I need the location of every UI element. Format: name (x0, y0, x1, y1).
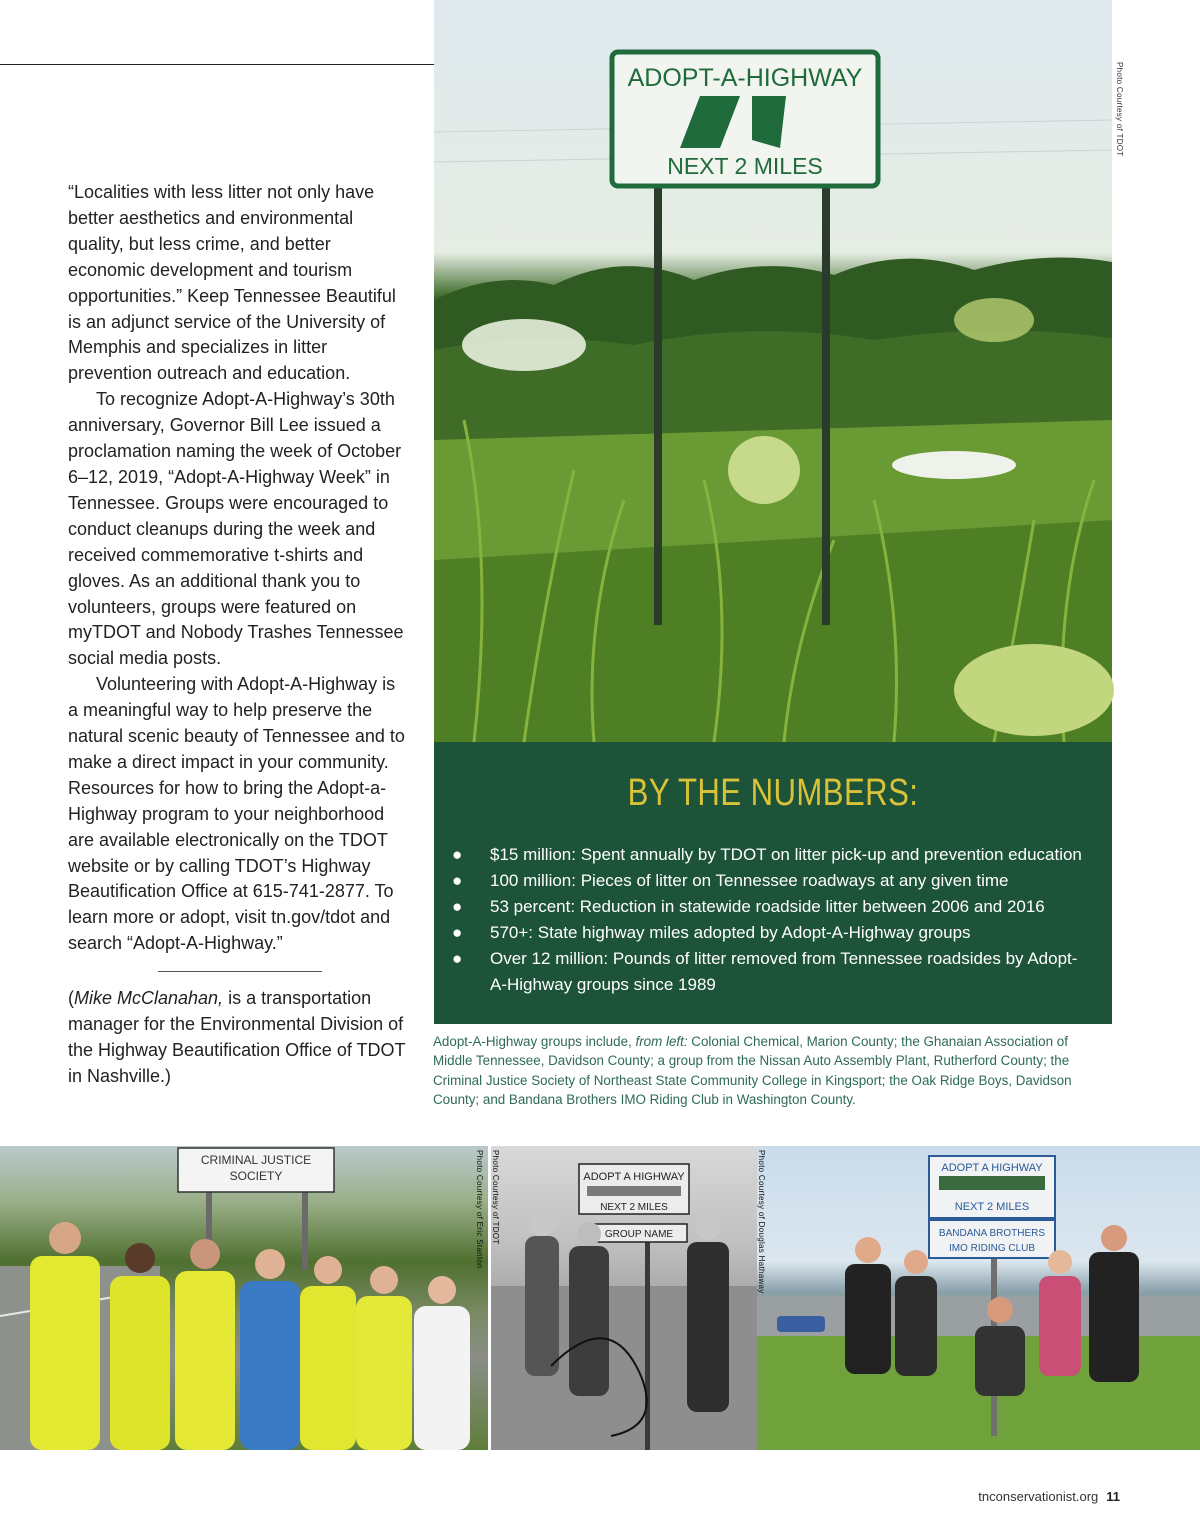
paragraph-3: Volunteering with Adopt-A-Highway is a meaningful way to help preserve the natural scenic beauty of Tennessee and to make a direct impact in your community. Resources for how to bring the Adopt-a-Highway program to your neighborhood are available electronically on the TDOT website or by calling TDOT’s Highway Beautification Office at 615-741-2877. To learn more or adopt, visit tn.gov/tdot and search “Adopt-A-Highway.” (68, 674, 405, 954)
photo-1-illustration (0, 1146, 488, 1450)
stat-item (452, 868, 1092, 894)
footer-site-url: tnconservationist.org (978, 1489, 1099, 1504)
p3-sign-line1: ADOPT A HIGHWAY (941, 1162, 1043, 1174)
caption-lead: Adopt-A-Highway groups include, (433, 1034, 636, 1049)
stats-list (452, 842, 1092, 998)
photo-criminal-justice-society (0, 1146, 488, 1450)
photo-2-illustration (491, 1146, 757, 1450)
bullet-icon: ● (452, 871, 463, 890)
stat-item (452, 920, 1092, 946)
p3-sign-line4: IMO RIDING CLUB (948, 1243, 1036, 1254)
caption-rest: Colonial Chemical, Marion County; the Ghanaian Association of Middle Tennessee, Davidson County; a group from the Nissan Auto Assembly Plant, Rutherford County; the Criminal Justice Society of Northeast State Community College in Kingsport; the Oak Ridge Boys, Davidson County; and Bandana Brothers IMO Riding Club in Washington County. (433, 1034, 1072, 1108)
bullet-icon: ● (452, 949, 463, 968)
page-number: 11 (1106, 1489, 1120, 1504)
bio-open-paren: ( (68, 988, 74, 1009)
p3-sign-line2: NEXT 2 MILES (954, 1201, 1030, 1213)
p2-sign-line3: GROUP NAME (604, 1229, 674, 1240)
stat-item (452, 894, 1092, 920)
bio-divider (158, 971, 322, 972)
author-name: Mike McClanahan, (74, 988, 224, 1009)
stat-text: 100 million: Pieces of litter on Tennessee roadways at any given time (490, 871, 1009, 890)
p1-sign-line2: SOCIETY (229, 1169, 283, 1183)
main-photo-illustration (434, 0, 1112, 742)
stat-text: 53 percent: Reduction in statewide roadside litter between 2006 and 2016 (490, 897, 1045, 916)
stat-text: 570+: State highway miles adopted by Adopt-A-Highway groups (490, 923, 971, 942)
main-sign-line1: ADOPT-A-HIGHWAY (627, 64, 863, 92)
paragraph-2: To recognize Adopt-A-Highway’s 30th anniversary, Governor Bill Lee issued a proclamation naming the week of October 6–12, 2019, “Adopt-A-Highway Week” in Tennessee. Groups were encouraged to conduct cleanups during the week and received commemorative t-shirts and gloves. As an additional thank you to volunteers, groups were featured on myTDOT and Nobody Trashes Tennessee social media posts. (68, 389, 404, 669)
main-photo-adopt-a-highway-sign (434, 0, 1124, 742)
p1-sign-line1: CRIMINAL JUSTICE (200, 1153, 312, 1167)
main-photo-credit: Photo Courtesy of TDOT (1115, 62, 1124, 157)
photo-3-illustration (757, 1146, 1200, 1450)
top-rule (0, 64, 434, 65)
bullet-icon: ● (452, 923, 463, 942)
main-sign-line2: NEXT 2 MILES (667, 153, 823, 179)
stat-item (452, 946, 1092, 998)
p3-sign-line3: BANDANA BROTHERS (938, 1228, 1046, 1239)
caption-italic: from left: (635, 1034, 688, 1049)
by-the-numbers-title: BY THE NUMBERS: (627, 772, 919, 814)
photo-bandana-brothers (757, 1146, 1200, 1450)
article-body (68, 180, 408, 1090)
bullet-icon: ● (452, 897, 463, 916)
by-the-numbers-box (434, 742, 1112, 1024)
stat-text: $15 million: Spent annually by TDOT on litter pick-up and prevention education (490, 845, 1082, 864)
photo-1-credit: Photo Courtesy of Eric Stanton (475, 1150, 484, 1269)
photo-oak-ridge-boys (491, 1146, 757, 1450)
author-bio-text: is a transportation manager for the Environmental Division of the Highway Beautification Office of TDOT in Nashville.) (68, 988, 406, 1086)
page-footer (978, 1489, 1120, 1504)
stat-text: Over 12 million: Pounds of litter removed from Tennessee roadsides by Adopt-A-Highway groups since 1989 (490, 949, 1078, 994)
author-bio (68, 986, 408, 1090)
photo-2-credit: Photo Courtesy of TDOT (491, 1150, 500, 1245)
bullet-icon: ● (452, 845, 463, 864)
paragraph-1: “Localities with less litter not only have better aesthetics and environmental quality, but less crime, and better economic development and tourism opportunities.” Keep Tennessee Beautiful is an adjunct service of the University of Memphis and specializes in litter prevention outreach and education. (68, 182, 396, 384)
photo-3-credit: Photo Courtesy of Douglas Hathaway (757, 1150, 766, 1294)
stat-item (452, 842, 1092, 868)
p2-sign-line2: NEXT 2 MILES (600, 1202, 668, 1213)
p2-sign-line1: ADOPT A HIGHWAY (583, 1171, 685, 1183)
photo-caption (433, 1032, 1109, 1110)
